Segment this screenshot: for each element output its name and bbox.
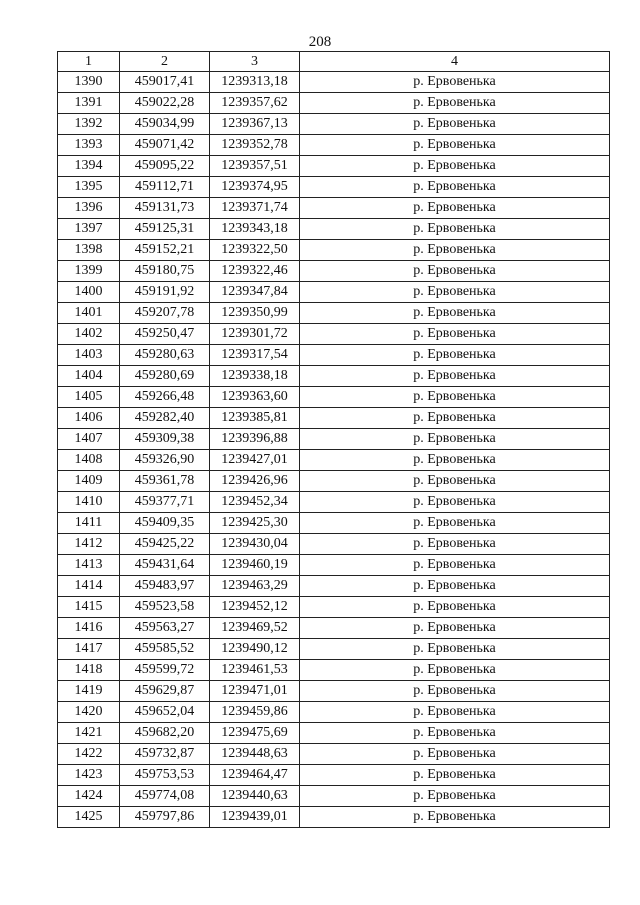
table-row xyxy=(58,114,610,135)
description-cell: р. Ервовенька xyxy=(300,723,610,744)
description-cell: р. Ервовенька xyxy=(300,681,610,702)
y-coordinate-cell: 1239460,19 xyxy=(210,555,300,576)
y-coordinate-cell: 1239313,18 xyxy=(210,72,300,93)
table-row xyxy=(58,72,610,93)
table-row xyxy=(58,135,610,156)
x-coordinate-cell: 459309,38 xyxy=(120,429,210,450)
point-number-cell: 1422 xyxy=(58,744,120,765)
point-number-cell: 1399 xyxy=(58,261,120,282)
column-header: 1 xyxy=(58,52,120,72)
point-number-cell: 1414 xyxy=(58,576,120,597)
x-coordinate-cell: 459250,47 xyxy=(120,324,210,345)
table-row xyxy=(58,786,610,807)
description-cell: р. Ервовенька xyxy=(300,492,610,513)
y-coordinate-cell: 1239374,95 xyxy=(210,177,300,198)
point-number-cell: 1421 xyxy=(58,723,120,744)
description-cell: р. Ервовенька xyxy=(300,534,610,555)
y-coordinate-cell: 1239469,52 xyxy=(210,618,300,639)
x-coordinate-cell: 459266,48 xyxy=(120,387,210,408)
y-coordinate-cell: 1239439,01 xyxy=(210,807,300,828)
x-coordinate-cell: 459326,90 xyxy=(120,450,210,471)
point-number-cell: 1404 xyxy=(58,366,120,387)
table-row xyxy=(58,219,610,240)
point-number-cell: 1408 xyxy=(58,450,120,471)
point-number-cell: 1401 xyxy=(58,303,120,324)
description-cell: р. Ервовенька xyxy=(300,555,610,576)
table-row xyxy=(58,408,610,429)
description-cell: р. Ервовенька xyxy=(300,807,610,828)
table-row xyxy=(58,471,610,492)
table-row xyxy=(58,93,610,114)
table-row xyxy=(58,387,610,408)
y-coordinate-cell: 1239459,86 xyxy=(210,702,300,723)
point-number-cell: 1413 xyxy=(58,555,120,576)
table-row xyxy=(58,681,610,702)
y-coordinate-cell: 1239367,13 xyxy=(210,114,300,135)
x-coordinate-cell: 459599,72 xyxy=(120,660,210,681)
table-row xyxy=(58,618,610,639)
x-coordinate-cell: 459152,21 xyxy=(120,240,210,261)
y-coordinate-cell: 1239363,60 xyxy=(210,387,300,408)
point-number-cell: 1411 xyxy=(58,513,120,534)
point-number-cell: 1418 xyxy=(58,660,120,681)
table-row xyxy=(58,744,610,765)
point-number-cell: 1409 xyxy=(58,471,120,492)
description-cell: р. Ервовенька xyxy=(300,513,610,534)
x-coordinate-cell: 459409,35 xyxy=(120,513,210,534)
y-coordinate-cell: 1239371,74 xyxy=(210,198,300,219)
description-cell: р. Ервовенька xyxy=(300,324,610,345)
description-cell: р. Ервовенька xyxy=(300,660,610,681)
description-cell: р. Ервовенька xyxy=(300,93,610,114)
table-row xyxy=(58,702,610,723)
y-coordinate-cell: 1239352,78 xyxy=(210,135,300,156)
description-cell: р. Ервовенька xyxy=(300,303,610,324)
x-coordinate-cell: 459191,92 xyxy=(120,282,210,303)
point-number-cell: 1394 xyxy=(58,156,120,177)
point-number-cell: 1415 xyxy=(58,597,120,618)
x-coordinate-cell: 459425,22 xyxy=(120,534,210,555)
description-cell: р. Ервовенька xyxy=(300,261,610,282)
x-coordinate-cell: 459732,87 xyxy=(120,744,210,765)
table-row xyxy=(58,240,610,261)
table-row xyxy=(58,660,610,681)
point-number-cell: 1407 xyxy=(58,429,120,450)
x-coordinate-cell: 459585,52 xyxy=(120,639,210,660)
x-coordinate-cell: 459280,69 xyxy=(120,366,210,387)
table-row xyxy=(58,198,610,219)
point-number-cell: 1397 xyxy=(58,219,120,240)
x-coordinate-cell: 459022,28 xyxy=(120,93,210,114)
x-coordinate-cell: 459280,63 xyxy=(120,345,210,366)
description-cell: р. Ервовенька xyxy=(300,639,610,660)
table-header-row xyxy=(58,52,610,72)
description-cell: р. Ервовенька xyxy=(300,387,610,408)
y-coordinate-cell: 1239475,69 xyxy=(210,723,300,744)
x-coordinate-cell: 459071,42 xyxy=(120,135,210,156)
table-row xyxy=(58,639,610,660)
description-cell: р. Ервовенька xyxy=(300,576,610,597)
point-number-cell: 1412 xyxy=(58,534,120,555)
point-number-cell: 1416 xyxy=(58,618,120,639)
x-coordinate-cell: 459652,04 xyxy=(120,702,210,723)
x-coordinate-cell: 459483,97 xyxy=(120,576,210,597)
x-coordinate-cell: 459377,71 xyxy=(120,492,210,513)
table-row xyxy=(58,723,610,744)
description-cell: р. Ервовенька xyxy=(300,471,610,492)
x-coordinate-cell: 459131,73 xyxy=(120,198,210,219)
y-coordinate-cell: 1239471,01 xyxy=(210,681,300,702)
table-row xyxy=(58,450,610,471)
description-cell: р. Ервовенька xyxy=(300,156,610,177)
description-cell: р. Ервовенька xyxy=(300,744,610,765)
y-coordinate-cell: 1239463,29 xyxy=(210,576,300,597)
point-number-cell: 1425 xyxy=(58,807,120,828)
point-number-cell: 1405 xyxy=(58,387,120,408)
description-cell: р. Ервовенька xyxy=(300,429,610,450)
table-row xyxy=(58,177,610,198)
point-number-cell: 1410 xyxy=(58,492,120,513)
table-row xyxy=(58,576,610,597)
y-coordinate-cell: 1239464,47 xyxy=(210,765,300,786)
y-coordinate-cell: 1239461,53 xyxy=(210,660,300,681)
x-coordinate-cell: 459682,20 xyxy=(120,723,210,744)
description-cell: р. Ервовенька xyxy=(300,618,610,639)
description-cell: р. Ервовенька xyxy=(300,765,610,786)
y-coordinate-cell: 1239448,63 xyxy=(210,744,300,765)
x-coordinate-cell: 459125,31 xyxy=(120,219,210,240)
description-cell: р. Ервовенька xyxy=(300,135,610,156)
y-coordinate-cell: 1239357,62 xyxy=(210,93,300,114)
x-coordinate-cell: 459361,78 xyxy=(120,471,210,492)
point-number-cell: 1419 xyxy=(58,681,120,702)
description-cell: р. Ервовенька xyxy=(300,282,610,303)
y-coordinate-cell: 1239357,51 xyxy=(210,156,300,177)
description-cell: р. Ервовенька xyxy=(300,366,610,387)
table-row xyxy=(58,534,610,555)
x-coordinate-cell: 459282,40 xyxy=(120,408,210,429)
point-number-cell: 1393 xyxy=(58,135,120,156)
x-coordinate-cell: 459112,71 xyxy=(120,177,210,198)
description-cell: р. Ервовенька xyxy=(300,198,610,219)
column-header: 3 xyxy=(210,52,300,72)
y-coordinate-cell: 1239425,30 xyxy=(210,513,300,534)
y-coordinate-cell: 1239343,18 xyxy=(210,219,300,240)
x-coordinate-cell: 459753,53 xyxy=(120,765,210,786)
table-row xyxy=(58,324,610,345)
description-cell: р. Ервовенька xyxy=(300,72,610,93)
description-cell: р. Ервовенька xyxy=(300,240,610,261)
x-coordinate-cell: 459180,75 xyxy=(120,261,210,282)
point-number-cell: 1395 xyxy=(58,177,120,198)
table-row xyxy=(58,366,610,387)
description-cell: р. Ервовенька xyxy=(300,786,610,807)
point-number-cell: 1391 xyxy=(58,93,120,114)
x-coordinate-cell: 459017,41 xyxy=(120,72,210,93)
point-number-cell: 1398 xyxy=(58,240,120,261)
y-coordinate-cell: 1239452,34 xyxy=(210,492,300,513)
y-coordinate-cell: 1239490,12 xyxy=(210,639,300,660)
point-number-cell: 1402 xyxy=(58,324,120,345)
x-coordinate-cell: 459563,27 xyxy=(120,618,210,639)
table-row xyxy=(58,765,610,786)
x-coordinate-cell: 459523,58 xyxy=(120,597,210,618)
description-cell: р. Ервовенька xyxy=(300,177,610,198)
y-coordinate-cell: 1239396,88 xyxy=(210,429,300,450)
y-coordinate-cell: 1239427,01 xyxy=(210,450,300,471)
table-row xyxy=(58,492,610,513)
column-header: 2 xyxy=(120,52,210,72)
point-number-cell: 1396 xyxy=(58,198,120,219)
column-header: 4 xyxy=(300,52,610,72)
y-coordinate-cell: 1239322,50 xyxy=(210,240,300,261)
table-row xyxy=(58,555,610,576)
y-coordinate-cell: 1239430,04 xyxy=(210,534,300,555)
page-number: 208 xyxy=(308,34,332,50)
description-cell: р. Ервовенька xyxy=(300,702,610,723)
table-row xyxy=(58,597,610,618)
point-number-cell: 1403 xyxy=(58,345,120,366)
y-coordinate-cell: 1239440,63 xyxy=(210,786,300,807)
x-coordinate-cell: 459797,86 xyxy=(120,807,210,828)
description-cell: р. Ервовенька xyxy=(300,597,610,618)
x-coordinate-cell: 459774,08 xyxy=(120,786,210,807)
point-number-cell: 1406 xyxy=(58,408,120,429)
point-number-cell: 1417 xyxy=(58,639,120,660)
x-coordinate-cell: 459431,64 xyxy=(120,555,210,576)
point-number-cell: 1424 xyxy=(58,786,120,807)
table-row xyxy=(58,303,610,324)
y-coordinate-cell: 1239426,96 xyxy=(210,471,300,492)
y-coordinate-cell: 1239452,12 xyxy=(210,597,300,618)
description-cell: р. Ервовенька xyxy=(300,219,610,240)
description-cell: р. Ервовенька xyxy=(300,450,610,471)
x-coordinate-cell: 459034,99 xyxy=(120,114,210,135)
description-cell: р. Ервовенька xyxy=(300,345,610,366)
y-coordinate-cell: 1239301,72 xyxy=(210,324,300,345)
point-number-cell: 1423 xyxy=(58,765,120,786)
x-coordinate-cell: 459629,87 xyxy=(120,681,210,702)
table-row xyxy=(58,282,610,303)
table-row xyxy=(58,345,610,366)
table-row xyxy=(58,807,610,828)
point-number-cell: 1400 xyxy=(58,282,120,303)
y-coordinate-cell: 1239322,46 xyxy=(210,261,300,282)
x-coordinate-cell: 459095,22 xyxy=(120,156,210,177)
table-row xyxy=(58,429,610,450)
table-row xyxy=(58,513,610,534)
point-number-cell: 1392 xyxy=(58,114,120,135)
x-coordinate-cell: 459207,78 xyxy=(120,303,210,324)
description-cell: р. Ервовенька xyxy=(300,114,610,135)
y-coordinate-cell: 1239385,81 xyxy=(210,408,300,429)
table-row xyxy=(58,156,610,177)
y-coordinate-cell: 1239338,18 xyxy=(210,366,300,387)
y-coordinate-cell: 1239317,54 xyxy=(210,345,300,366)
point-number-cell: 1420 xyxy=(58,702,120,723)
y-coordinate-cell: 1239347,84 xyxy=(210,282,300,303)
description-cell: р. Ервовенька xyxy=(300,408,610,429)
coordinates-table xyxy=(57,51,610,828)
table-row xyxy=(58,261,610,282)
y-coordinate-cell: 1239350,99 xyxy=(210,303,300,324)
point-number-cell: 1390 xyxy=(58,72,120,93)
